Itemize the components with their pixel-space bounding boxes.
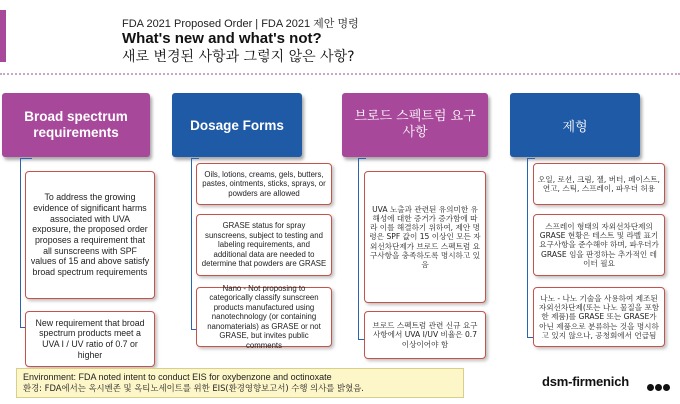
environment-note-ko: 환경: FDA에서는 옥시벤존 및 옥티노세이트를 위한 EIS(환경영향보고서) 수행 의사를 밝혔음. (23, 383, 364, 394)
column-heading-dosage-forms-ko: 제형 (510, 93, 640, 157)
column-heading-broad-spectrum-ko: 브로드 스펙트럼 요구사항 (342, 93, 488, 157)
environment-note (16, 368, 464, 398)
slide-kicker: FDA 2021 Proposed Order | FDA 2021 제안 명령 (122, 18, 359, 30)
brand-logo: dsm-firmenich (542, 374, 629, 389)
brand-logo-dots-icon (647, 378, 671, 396)
slide-title-ko: 새로 변경된 사항과 그렇지 않은 사항? (122, 49, 355, 65)
column-item-dosage-forms-3: Nano - Not proposing to categorically classify sunscreen products manufactured using nanotechnology (or containing nanomaterials) as GRASE or not GRASE, but invites public comments (196, 287, 332, 347)
column-item-broad-spectrum-1: To address the growing evidence of significant harms associated with UVA exposure, the proposed order proposes a requirement that all sunscreens with SPF values of 15 and above satisfy broad spectrum requirements (25, 171, 155, 299)
column-item-broad-spectrum-ko-1: UVA 노출과 관련된 유의미한 유해성에 대한 증거가 증가함에 따라 이를 해결하기 위하여, 제안 명령은 SPF 값이 15 이상인 모든 자외선차단제가 브로드 스펙트럼 요구사항을 충족하도록 명시하고 있음 (364, 171, 486, 303)
column-item-dosage-forms-ko-3: 나노 - 나노 기술을 사용하여 제조된 자외선차단제(또는 나노 물질을 포함한 제품)를 GRASE 또는 GRASE가 아닌 제품으로 분류하는 것을 명시하고 있지 않으나, 공청회에서 언급됨 (533, 287, 665, 347)
column-heading-dosage-forms: Dosage Forms (172, 93, 302, 157)
column-item-dosage-forms-1: Oils, lotions, creams, gels, butters, pastes, ointments, sticks, sprays, or powders are allowed (196, 163, 332, 205)
column-item-dosage-forms-ko-2: 스프레이 형태의 자외선차단제의 GRASE 현황은 테스트 및 라벨 표기 요구사항을 준수해야 하며, 파우더가 GRASE 임을 판정하는 추가적인 데이터 필요 (533, 214, 665, 276)
column-item-broad-spectrum-2: New requirement that broad spectrum products meet a UVA I / UV ratio of 0.7 or higher (25, 311, 155, 367)
slide-title-en: What's new and what's not? (122, 30, 322, 47)
environment-note-en: Environment: FDA noted intent to conduct EIS for oxybenzone and octinoxate (23, 372, 332, 382)
title-accent-bar (0, 10, 6, 62)
header-divider (0, 73, 680, 75)
column-item-dosage-forms-ko-1: 오일, 로션, 크림, 젤, 버터, 페이스트, 연고, 스틱, 스프레이, 파우더 허용 (533, 163, 665, 205)
column-item-dosage-forms-2: GRASE status for spray sunscreens, subject to testing and labeling requirements, and additional data are needed to determine that powders are GRASE (196, 214, 332, 276)
column-item-broad-spectrum-ko-2: 브로드 스펙트럼 관련 신규 요구 사항에서 UVA I/UV 비율은 0.7 이상이어야 함 (364, 311, 486, 359)
column-heading-broad-spectrum: Broad spectrum requirements (2, 93, 150, 157)
